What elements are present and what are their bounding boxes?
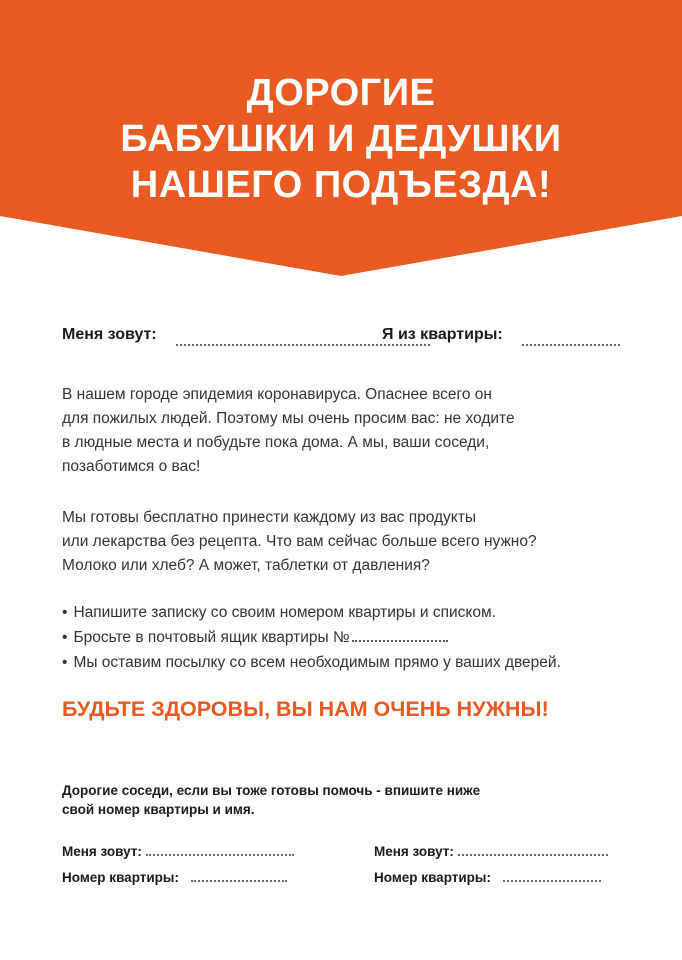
paragraph-line: в людные места и побудьте пока дома. А мы, ваши соседи, xyxy=(62,434,490,451)
paragraph-line: позаботимся о вас! xyxy=(62,458,201,475)
note-line: свой номер квартиры и имя. xyxy=(62,802,255,817)
title-line: ДОРОГИЕ xyxy=(246,72,436,114)
apartment-blank[interactable] xyxy=(522,326,620,346)
volunteer-1-name xyxy=(62,842,294,859)
name-blank[interactable] xyxy=(146,842,294,856)
volunteer-2-name xyxy=(374,842,608,859)
paragraph-line: В нашем городе эпидемия коронавируса. Опаснее всего он xyxy=(62,386,492,403)
paragraph-offer xyxy=(62,506,622,578)
name-blank[interactable] xyxy=(458,842,608,856)
instruction-list xyxy=(62,600,642,675)
apartment-label: Номер квартиры: xyxy=(374,870,491,885)
paragraph-line: Молоко или хлеб? А может, таблетки от давления? xyxy=(62,557,430,574)
apartment-blank[interactable] xyxy=(503,868,601,882)
paragraph-line: для пожилых людей. Поэтому мы очень просим вас: не ходите xyxy=(62,410,515,427)
name-label: Меня зовут: xyxy=(62,844,142,859)
note-line: Дорогие соседи, если вы тоже готовы помочь - впишите ниже xyxy=(62,783,481,798)
apartment-label: Я из квартиры: xyxy=(382,326,503,343)
volunteer-note xyxy=(62,781,622,819)
paragraph-line: или лекарства без рецепта. Что вам сейчас больше всего нужно? xyxy=(62,533,537,550)
list-item: • Мы оставим посылку со всем необходимым прямо у ваших дверей. xyxy=(62,650,642,675)
list-item: • Напишите записку со своим номером квартиры и списком. xyxy=(62,600,642,625)
mailbox-apartment-blank[interactable] xyxy=(352,626,448,642)
name-label: Меня зовут: xyxy=(62,326,157,343)
slogan: БУДЬТЕ ЗДОРОВЫ, ВЫ НАМ ОЧЕНЬ НУЖНЫ! xyxy=(62,697,549,721)
list-item: • Бросьте в почтовый ящик квартиры № xyxy=(62,625,642,650)
apartment-label: Номер квартиры: xyxy=(62,870,179,885)
title-line: БАБУШКИ И ДЕДУШКИ xyxy=(120,118,562,160)
name-label: Меня зовут: xyxy=(374,844,454,859)
volunteer-2-apartment xyxy=(374,868,601,885)
paragraph-line: Мы готовы бесплатно принести каждому из вас продукты xyxy=(62,509,476,526)
page-title xyxy=(0,70,682,208)
apartment-blank[interactable] xyxy=(191,868,287,882)
volunteer-1-apartment xyxy=(62,868,287,885)
paragraph-epidemic xyxy=(62,383,622,479)
title-line: НАШЕГО ПОДЪЕЗДА! xyxy=(130,164,552,206)
